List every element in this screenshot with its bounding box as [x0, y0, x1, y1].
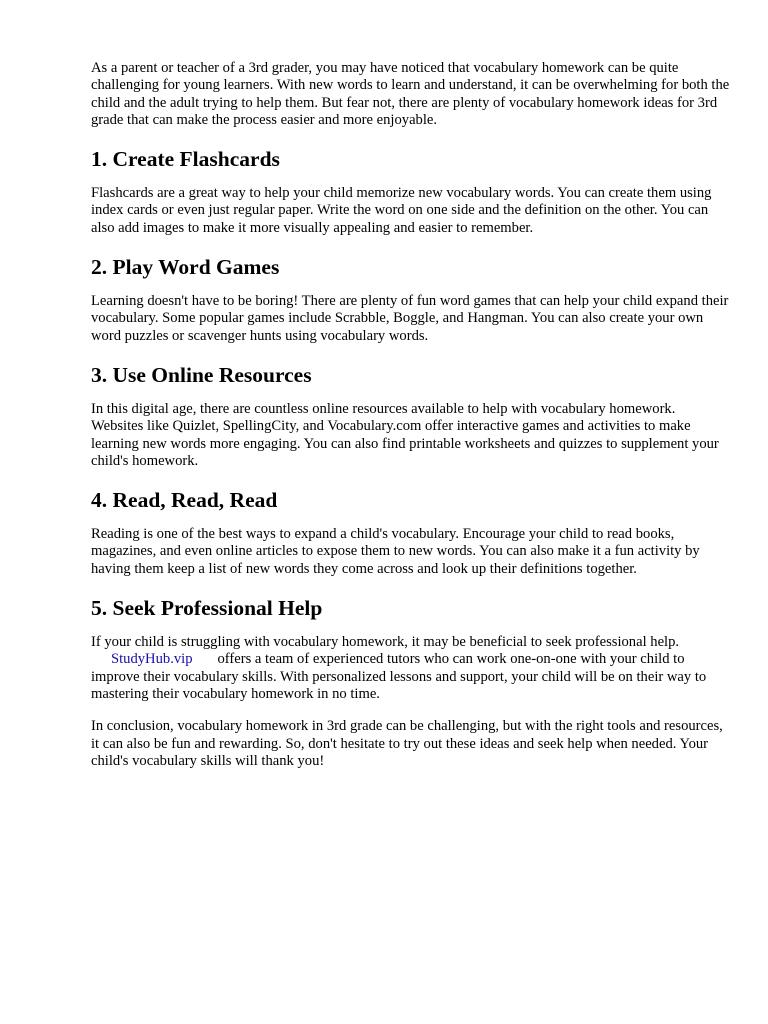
heading-use-online-resources: 3. Use Online Resources	[91, 362, 312, 387]
paragraph-seek-professional-help	[91, 634, 731, 703]
heading-create-flashcards: 1. Create Flashcards	[91, 147, 280, 172]
heading-seek-professional-help: 5. Seek Professional Help	[91, 596, 323, 621]
paragraph-create-flashcards: Flashcards are a great way to help your child memorize new vocabulary words. You can create them using index cards or even just regular paper. Write the word on one side and the definition on the other. You can also add images to make it more visually appealing and easier to remember.	[91, 185, 712, 236]
help-text-after-link: offers a team of experienced tutors who can work one-on-one with your child to improve their vocabulary skills. With personalized lessons and support, your child will be on their way to mastering their vocabulary homework in no time.	[91, 651, 707, 702]
heading-read-read-read: 4. Read, Read, Read	[91, 488, 278, 513]
paragraph-use-online-resources: In this digital age, there are countless online resources available to help with vocabulary homework. Websites like Quizlet, SpellingCity, and Vocabulary.com offer interactive games and activities to make learning new words more engaging. You can also find printable worksheets and quizzes to supplement your child's homework.	[91, 400, 719, 469]
intro-paragraph: As a parent or teacher of a 3rd grader, you may have noticed that vocabulary homework can be quite challenging for young learners. With new words to learn and understand, it can be overwhelming for both the child and the adult trying to help them. But fear not, there are plenty of vocabulary homework ideas for 3rd grade that can make the process easier and more enjoyable.	[91, 60, 730, 128]
conclusion-paragraph: In conclusion, vocabulary homework in 3rd grade can be challenging, but with the right tools and resources, it can also be fun and rewarding. So, don't hesitate to try out these ideas and seek help when needed. Your child's vocabulary skills will thank you!	[91, 718, 723, 769]
document-page	[91, 60, 731, 785]
paragraph-play-word-games: Learning doesn't have to be boring! There are plenty of fun word games that can help your child expand their vocabulary. Some popular games include Scrabble, Boggle, and Hangman. You can also create your own word puzzles or scavenger hunts using vocabulary words.	[91, 293, 729, 344]
help-text-before-link: If your child is struggling with vocabulary homework, it may be beneficial to seek professional help.	[91, 634, 680, 651]
studyhub-link[interactable]: StudyHub.vip	[111, 651, 193, 668]
paragraph-read-read-read: Reading is one of the best ways to expand a child's vocabulary. Encourage your child to read books, magazines, and even online articles to expose them to new words. You can also make it a fun activity by having them keep a list of new words they come across and look up their definitions together.	[91, 526, 700, 577]
heading-play-word-games: 2. Play Word Games	[91, 255, 280, 280]
